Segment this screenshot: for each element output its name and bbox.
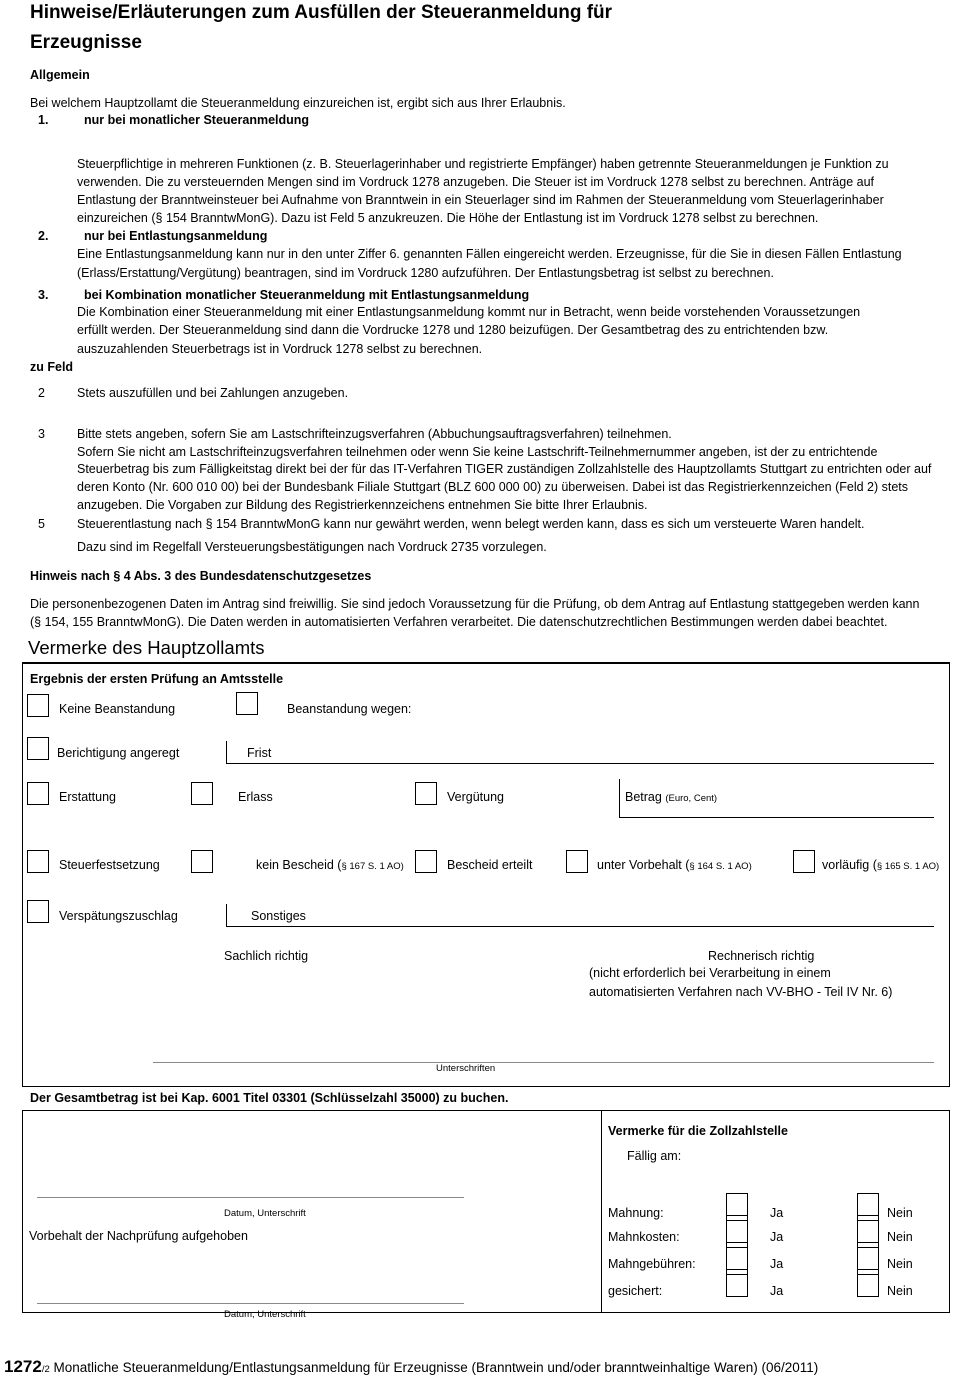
form-number-suffix: /2 (41, 1364, 50, 1375)
mahngebuehren-nein-label: Nein (887, 1257, 913, 1271)
erlass-label: Erlass (238, 790, 273, 804)
field-number: 5 (38, 517, 45, 531)
mahnung-nein-checkbox[interactable] (857, 1193, 879, 1216)
zu-feld-heading: zu Feld (30, 360, 74, 374)
datum-unterschrift-line[interactable] (37, 1303, 464, 1304)
steuerfestsetzung-checkbox[interactable] (27, 850, 49, 873)
erlass-checkbox[interactable] (191, 782, 213, 805)
vorlaeufig-text: vorläufig ( (822, 858, 877, 872)
section-2-line: (Erlass/Erstattung/Vergütung) beantragen, sind im Vordruck 1280 aufzuführen. Der Entlastungsbetrag ist selbst zu berechnen. (77, 266, 774, 280)
kein-bescheid-label (256, 856, 404, 876)
steuerfestsetzung-label: Steuerfestsetzung (59, 858, 160, 872)
mahnkosten-ja-label: Ja (770, 1230, 784, 1244)
general-heading: Allgemein (30, 68, 90, 82)
gesamtbetrag-text: Der Gesamtbetrag ist bei Kap. 6001 Titel 03301 (Schlüsselzahl 35000) zu buchen. (30, 1091, 509, 1105)
field-note-line: deren Konto (Nr. 600 010 00) bei der Bundesbank Filiale Stuttgart (BLZ 600 000 00) zu überweisen. Dabei ist das Registrierkennzeichen (Feld 2) stets (77, 480, 909, 494)
verguetung-label: Vergütung (447, 790, 504, 804)
field-note-line: Bitte stets angeben, sofern Sie am Lastschrifteinzugsverfahren (Abbuchungsauftragsverfahren) teilnehmen. (77, 427, 672, 441)
gesichert-nein-label: Nein (887, 1284, 913, 1298)
rechnerisch-label: Rechnerisch richtig (708, 949, 815, 963)
sonstiges-label: Sonstiges (251, 909, 306, 923)
datum-unterschrift-label: Datum, Unterschrift (224, 1309, 306, 1320)
bescheid-erteilt-label: Bescheid erteilt (447, 858, 533, 872)
privacy-line: Die personenbezogenen Daten im Antrag sind freiwillig. Sie sind jedoch Voraussetzung für die Prüfung, ob dem Antrag auf Entlastung stattgegeben werden kann (30, 597, 920, 611)
section-3-line: auszuzahlenden Steuerbetrags ist in Vordruck 1278 selbst zu berechnen. (77, 342, 483, 356)
form-title: Monatliche Steueranmeldung/Entlastungsanmeldung für Erzeugnisse (Branntwein und/oder branntweinhaltige Waren) (06/2011) (53, 1360, 819, 1375)
vorlaeufig-label (822, 856, 939, 876)
field-note-line: Dazu sind im Regelfall Versteuerungsbestätigungen nach Vordruck 2735 vorzulegen. (77, 540, 547, 554)
privacy-line: (§ 154, 155 BranntwMonG). Die Daten werden in automatisierten Verfahren verarbeitet. Die datenschutzrechtlichen Bestimmungen werden dabei beachtet. (30, 615, 888, 629)
field-note-line: Steuerentlastung nach § 154 BranntwMonG kann nur gewährt werden, wenn belegt werden kann, dass es sich um versteuerte Waren handelt. (77, 517, 865, 531)
datum-unterschrift-line[interactable] (37, 1197, 464, 1198)
mahnung-ja-label: Ja (770, 1206, 784, 1220)
mahnkosten-ja-checkbox[interactable] (726, 1220, 748, 1243)
office-box-right-border (949, 662, 950, 1087)
gesichert-nein-checkbox[interactable] (857, 1274, 879, 1297)
result-heading: Ergebnis der ersten Prüfung an Amtsstelle (30, 672, 284, 686)
kein-bescheid-text: kein Bescheid ( (256, 858, 342, 872)
section-1-line: einzureichen (§ 154 BranntwMonG). Dazu ist Feld 5 anzukreuzen. Die Höhe der Entlastung ist im Vordruck 1278 selbst zu berechnen. (77, 211, 819, 225)
beanstandung-checkbox[interactable] (236, 692, 258, 715)
bescheid-erteilt-checkbox[interactable] (415, 850, 437, 873)
verspaetung-checkbox[interactable] (27, 900, 49, 923)
section-1-line: Steuerpflichtige in mehreren Funktionen (z. B. Steuerlagerinhaber und registrierte Empfänger) haben getrennte Steueranmeldungen je Funktion zu (77, 157, 889, 171)
verspaetung-label: Verspätungszuschlag (59, 909, 178, 923)
berichtigung-checkbox[interactable] (27, 737, 49, 760)
vorlaeufig-checkbox[interactable] (793, 850, 815, 873)
mahnkosten-label: Mahnkosten: (608, 1230, 680, 1244)
betrag-text: Betrag (625, 790, 662, 804)
datum-unterschrift-label: Datum, Unterschrift (224, 1208, 306, 1219)
section-2-heading: nur bei Entlastungsanmeldung (84, 229, 268, 243)
gesamtbetrag-top-border (22, 1086, 950, 1087)
section-1-line: Entlastung der Branntweinsteuer bei Aufnahme von Branntwein in ein Steuerlager sind im Rahmen der Steueranmeldung vom Steuerlagerinhaber (77, 193, 884, 207)
section-3-heading: bei Kombination monatlicher Steueranmeldung mit Entlastungsanmeldung (84, 288, 530, 302)
betrag-label (625, 788, 717, 808)
sachlich-label: Sachlich richtig (224, 949, 309, 963)
section-2-line: Eine Entlastungsanmeldung kann nur in den unter Ziffer 6. genannten Fällen eingereicht werden. Erzeugnisse, für die Sie in diesen Fällen Entlastung (77, 247, 902, 261)
frist-label: Frist (247, 746, 272, 760)
section-2-number: 2. (38, 229, 49, 243)
gesichert-label: gesichert: (608, 1284, 663, 1298)
frist-field-line[interactable] (226, 763, 934, 764)
frist-field-left (226, 741, 227, 763)
verguetung-checkbox[interactable] (415, 782, 437, 805)
section-1-line: verwenden. Die zu versteuernden Mengen sind im Vordruck 1278 anzugeben. Die Steuer ist im Vordruck 1278 selbst zu berechnen. Anträge auf (77, 175, 875, 189)
section-3-line: erfüllt werden. Der Steueranmeldung sind dann die Vordrucke 1278 und 1280 beizufügen. Der Gesamtbetrag des zu entrichtenden bzw. (77, 323, 829, 337)
office-box-left-border (22, 662, 23, 1087)
section-1-number: 1. (38, 113, 49, 127)
general-text: Bei welchem Hauptzollamt die Steueranmeldung einzureichen ist, ergibt sich aus Ihrer Erlaubnis. (30, 96, 566, 110)
lower-section-bottom-border (22, 1312, 950, 1313)
unter-vorbehalt-checkbox[interactable] (566, 850, 588, 873)
vorlaeufig-ref: § 165 S. 1 AO) (876, 861, 940, 872)
sonstiges-field-line[interactable] (226, 926, 934, 927)
unter-vorbehalt-text: unter Vorbehalt ( (597, 858, 690, 872)
section-3-number: 3. (38, 288, 49, 302)
mahnung-nein-label: Nein (887, 1206, 913, 1220)
mahngebuehren-nein-checkbox[interactable] (857, 1247, 879, 1270)
lower-section-top-border (22, 1110, 950, 1111)
lower-box-left-border (22, 1110, 23, 1312)
page-title-line-1: Hinweise/Erläuterungen zum Ausfüllen der Steueranmeldung für (30, 2, 613, 23)
section-3-line: Die Kombination einer Steueranmeldung mit einer Entlastungsanmeldung kommt nur in Betracht, wenn beide vorstehenden Voraussetzungen (77, 305, 861, 319)
gesichert-ja-checkbox[interactable] (726, 1274, 748, 1297)
field-note-line: Stets auszufüllen und bei Zahlungen anzugeben. (77, 386, 349, 400)
mahnkosten-nein-checkbox[interactable] (857, 1220, 879, 1243)
signature-line[interactable] (153, 1062, 934, 1063)
sonstiges-field-left (226, 904, 227, 926)
keine-beanstandung-label: Keine Beanstandung (59, 702, 176, 716)
unterschriften-label: Unterschriften (436, 1063, 496, 1074)
field-note-line: Steuerbetrag bis zum Fälligkeitstag direkt bei der für das IT-Verfahren TIGER zuständigen Zollzahlstelle des Hauptzollamts Stuttgart zu entrichten oder auf (77, 462, 932, 476)
page-title-line-2: Erzeugnisse (30, 32, 142, 53)
lower-box-right-border (949, 1110, 950, 1312)
unter-vorbehalt-ref: § 164 S. 1 AO) (689, 861, 752, 872)
beanstandung-label: Beanstandung wegen: (287, 702, 412, 716)
office-heading: Vermerke des Hauptzollamts (28, 637, 265, 658)
form-number: 1272 (4, 1357, 42, 1376)
erstattung-label: Erstattung (59, 790, 116, 804)
betrag-field-left (619, 779, 620, 817)
field-number: 2 (38, 386, 45, 400)
mahnung-ja-checkbox[interactable] (726, 1193, 748, 1216)
berichtigung-label: Berichtigung angeregt (57, 746, 180, 760)
erstattung-checkbox[interactable] (27, 782, 49, 805)
field-number: 3 (38, 427, 45, 441)
office-section-top-border (22, 662, 950, 664)
keine-beanstandung-checkbox[interactable] (27, 694, 49, 717)
mahnung-label: Mahnung: (608, 1206, 664, 1220)
faellig-label: Fällig am: (627, 1149, 682, 1163)
mahnkosten-nein-label: Nein (887, 1230, 913, 1244)
mahngebuehren-ja-label: Ja (770, 1257, 784, 1271)
zahlstelle-heading: Vermerke für die Zollzahlstelle (608, 1124, 788, 1138)
privacy-heading: Hinweis nach § 4 Abs. 3 des Bundesdatenschutzgesetzes (30, 569, 372, 583)
section-1-heading: nur bei monatlicher Steueranmeldung (84, 113, 310, 127)
field-note-line: Sofern Sie nicht am Lastschrifteinzugsverfahren teilnehmen oder wenn Sie keine Lastschrift-Teilnehmernummer angeben, ist der zu entrichtende (77, 445, 878, 459)
unter-vorbehalt-label (597, 856, 752, 876)
kein-bescheid-ref: § 167 S. 1 AO) (341, 861, 404, 872)
lower-box-divider (601, 1110, 602, 1312)
kein-bescheid-checkbox[interactable] (191, 850, 213, 873)
betrag-field-line[interactable] (619, 817, 934, 818)
rechnerisch-note: (nicht erforderlich bei Verarbeitung in einem (589, 966, 831, 980)
vorbehalt-label: Vorbehalt der Nachprüfung aufgehoben (29, 1229, 248, 1243)
mahngebuehren-ja-checkbox[interactable] (726, 1247, 748, 1270)
gesichert-ja-label: Ja (770, 1284, 784, 1298)
field-note-line: anzugeben. Die Vorgaben zur Bildung des Registrierkennzeichens entnehmen Sie bitte Ihrer Erlaubnis. (77, 498, 648, 512)
rechnerisch-note: automatisierten Verfahren nach VV-BHO - Teil IV Nr. 6) (589, 985, 893, 999)
betrag-unit: (Euro, Cent) (665, 793, 718, 804)
mahngebuehren-label: Mahngebühren: (608, 1257, 696, 1271)
